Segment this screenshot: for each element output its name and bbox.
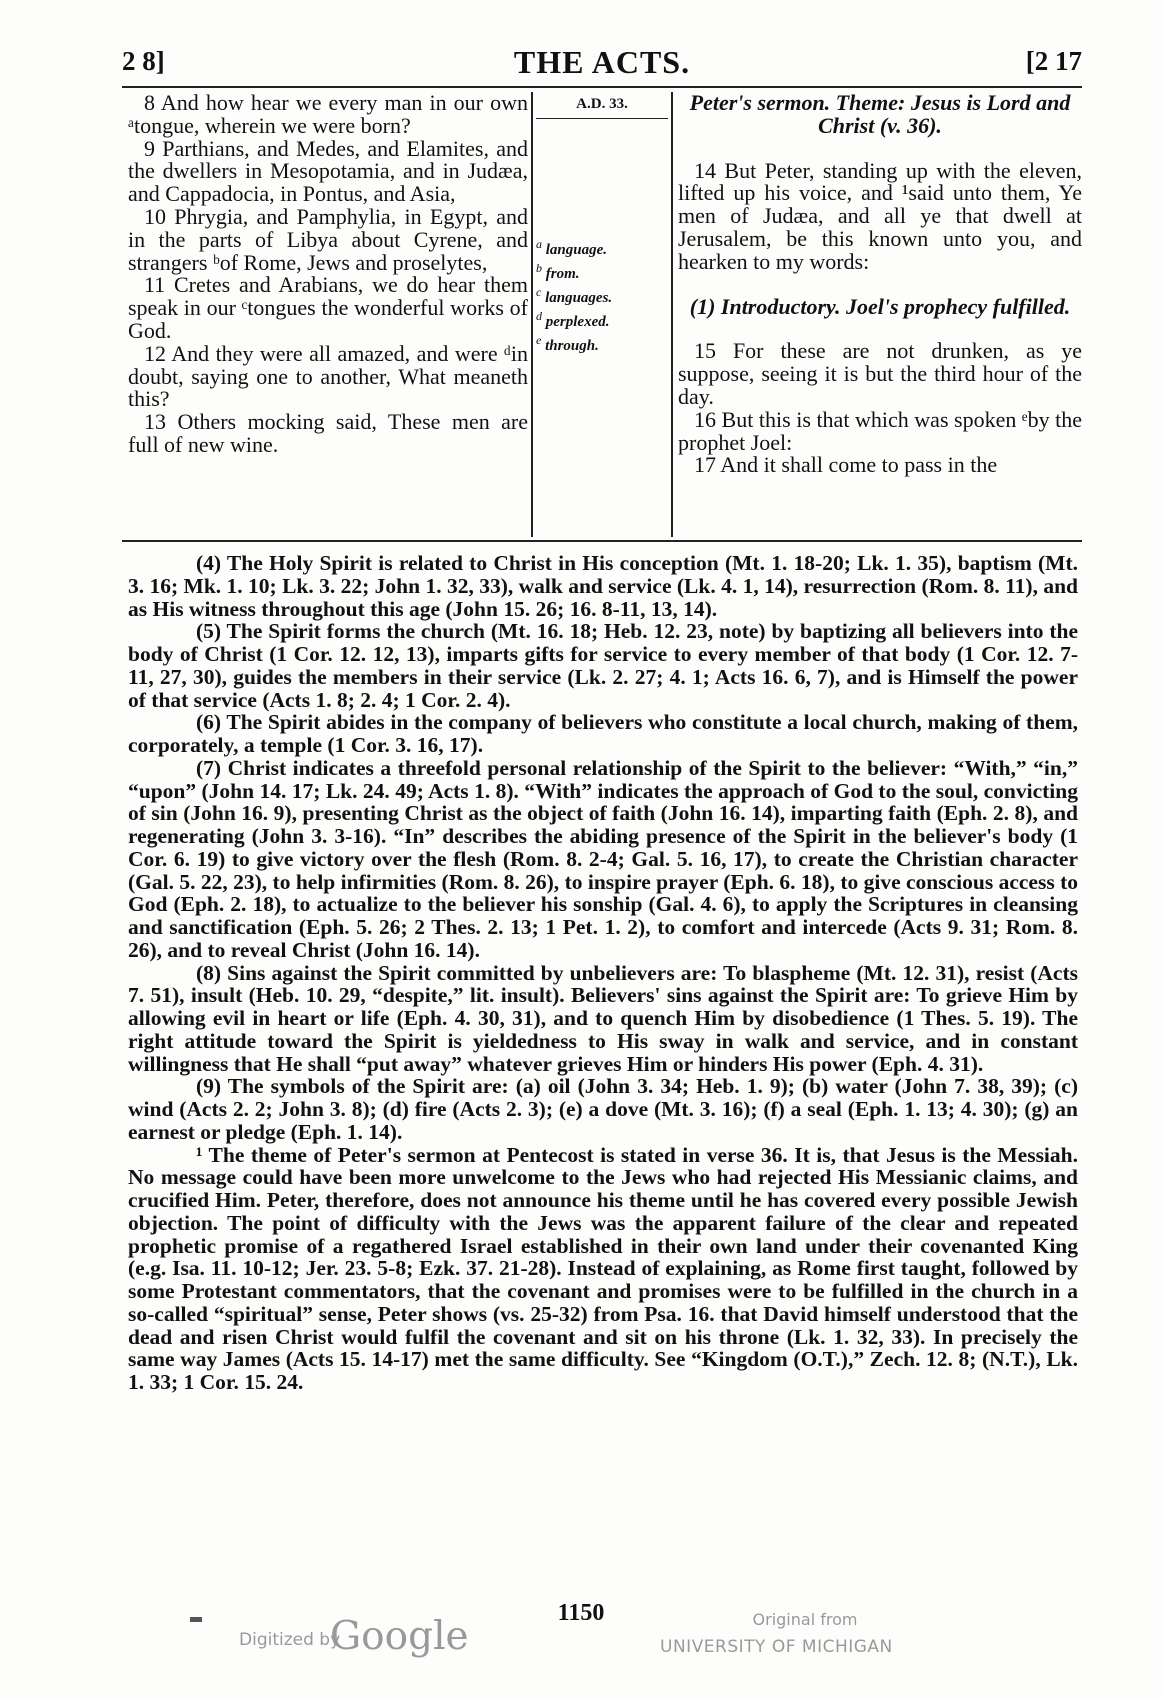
commentary-paragraph: (9) The symbols of the Spirit are: (a) oil (John 3. 34; Heb. 1. 9); (b) water (John 7. 38, 39); (c) wind (Acts 2. 2; John 3. 8); (d) fire (Acts 2. 3); (e) a dove (Mt. 3. 16); (f) a seal (Eph. 1. 13; 4. 30); (g) an earnest or pledge (Eph. 1. 14). — [128, 1074, 1078, 1144]
marginal-notes-column — [536, 96, 668, 354]
page-title: THE ACTS. — [513, 44, 691, 80]
section-heading-sermon: Peter's sermon. Theme: Jesus is Lord and Christ (v. 36). — [689, 90, 1071, 138]
verse-14: 14 But Peter, standing up with the eleven, lifted up his voice, and ¹said unto them, Ye men of Judæa, and all ye that dwell at Jerusalem, be this known unto you, and hearken to my words: — [678, 157, 1082, 274]
verse-8: 8 And how hear we every man in our own ᵃtongue, wherein we were born? — [128, 90, 528, 138]
google-logo: Google — [330, 1614, 469, 1659]
verse-12: 12 And they were all amazed, and were ᵈin doubt, saying one to another, What meaneth this? — [128, 340, 528, 412]
digitized-by-label: Digitized by — [239, 1630, 341, 1650]
date-label: A.D. 33. — [536, 96, 668, 119]
commentary-paragraph: (6) The Spirit abides in the company of believers who constitute a local church, making of them, corporately, a temple (1 Cor. 3. 16, 17). — [128, 710, 1078, 757]
marginal-note: $^d$ perplexed. — [536, 309, 610, 330]
right-scripture-column — [678, 92, 1082, 477]
scan-mark — [190, 1617, 202, 1622]
marginal-note: $^c$ languages. — [536, 285, 613, 306]
commentary-paragraph: (8) Sins against the Spirit committed by unbelievers are: To blaspheme (Mt. 12. 31), resist (Acts 7. 51), insult (Heb. 10. 29, “despite,” lit. insult). Believers' sins against the Spirit are: To grieve Him by allowing evil in heart or life (Eph. 4. 30, 31), and to quench Him by disobedience (1 Thes. 5. 19). The right attitude toward the Spirit is yieldedness to His sway in walk and service, and in constant willingness that He shall “put away” whatever grieves Him or hinders His power (Eph. 4. 31). — [128, 960, 1078, 1076]
commentary-paragraph: (4) The Holy Spirit is related to Christ in His conception (Mt. 1. 18-20; Lk. 1. 35), baptism (Mt. 3. 16; Mk. 1. 10; Lk. 3. 22; John 1. 32, 33), walk and service (Lk. 4. 1, 14), resurrection (Rom. 8. 11), and as His witness throughout this age (John 15. 26; 16. 8-11, 13, 14). — [128, 551, 1078, 621]
verse-15: 15 For these are not drunken, as ye suppose, seeing it is but the third hour of the day. — [678, 338, 1082, 409]
marginal-notes — [536, 238, 612, 358]
footnote: ¹ The theme of Peter's sermon at Pentecost is stated in verse 36. It is, that Jesus is the Messiah. No message could have been more unwelcome to the Jews who had rejected His Messianic claims, and crucified Him. Peter, therefore, does not announce his theme until he has covered every possible Jewish objection. The point of difficulty with the Jews was the apparent failure of the clear and repeated prophetic promise of a regathered Israel established in their own land under their covenanted King (e.g. Isa. 11. 10-12; Jer. 23. 5-8; Ezk. 37. 21-28). Instead of explaining, as Rome first taught, followed by some Protestant commentators, that the covenant and promises were to be fulfilled in the church in a so-called “spiritual” sense, Peter shows (vs. 25-32) from Psa. 16. that David himself understood that the dead and risen Christ would fulfil the covenant and sit on his throne (Lk. 1. 32, 33). In precisely the same way James (Acts 15. 14-17) met the same difficulty. See “Kingdom (O.T.),” Zech. 12. 8; (N.T.), Lk. 1. 33; 1 Cor. 15. 24. — [128, 1142, 1078, 1394]
left-scripture-column — [128, 92, 528, 457]
header-rule — [122, 86, 1082, 88]
page-number: 1150 — [557, 1600, 605, 1626]
commentary-paragraph: (7) Christ indicates a threefold personal relationship of the Spirit to the believer: “With,” “in,” “upon” (John 14. 17; Lk. 24. 49; Acts 1. 8). “With” indicates the approach of God to the soul, convicting of sin (John 16. 9), presenting Christ as the object of faith (John 16. 14), imparting faith (Eph. 2. 8), and regenerating (John 3. 3-16). “In” describes the abiding presence of the Spirit in the believer's body (1 Cor. 6. 19) to give victory over the flesh (Rom. 8. 2-4; Gal. 5. 16, 17), to create the Christian character (Gal. 5. 22, 23), to help infirmities (Rom. 8. 26), to inspire prayer (Eph. 6. 18), to give conscious access to God (Eph. 2. 18), to actualize to the believer his sonship (Gal. 4. 6), to apply the Scriptures in cleansing and sanctification (Eph. 5. 26; 2 Thes. 2. 13; 1 Pet. 1. 2), to comfort and intercede (Acts 9. 31; Rom. 8. 26), and to reveal Christ (John 16. 14). — [128, 755, 1078, 962]
verse-11: 11 Cretes and Arabians, we do hear them speak in our ᶜtongues the wonderful works of God. — [128, 272, 529, 343]
marginal-note: $^b$ from. — [536, 261, 580, 282]
verse-13: 13 Others mocking said, These men are full of new wine. — [128, 409, 529, 457]
commentary-rule — [122, 540, 1082, 542]
column-divider-left — [531, 92, 533, 537]
verse-17: 17 And it shall come to pass in the — [694, 452, 998, 478]
marginal-note: $^e$ through. — [536, 333, 599, 354]
verse-10: 10 Phrygia, and Pamphylia, in Egypt, and in the parts of Libya about Cyrene, and strangers ᵇof Rome, Jews and proselytes, — [128, 203, 529, 275]
running-header — [122, 42, 1082, 84]
verse-9: 9 Parthians, and Medes, and Elamites, and the dwellers in Mesopotamia, and in Judæa, and Cappadocia, in Pontus, and Asia, — [128, 135, 528, 207]
verse-16: 16 But this is that which was spoken ᵉby the prophet Joel: — [678, 406, 1082, 455]
section-heading-introductory: (1) Introductory. Joel's prophecy fulfilled. — [689, 293, 1071, 319]
header-right-ref: [2 17 — [1025, 46, 1082, 76]
original-from-label: Original from — [752, 1610, 858, 1629]
column-divider-right — [671, 92, 673, 537]
commentary-paragraph: (5) The Spirit forms the church (Mt. 16. 18; Heb. 12. 23, note) by baptizing all believers into the body of Christ (1 Cor. 12. 12, 13), imparts gifts for service to every member of that body (1 Cor. 12. 7-11, 27, 30), guides the members in their service (Lk. 2. 27; 4. 1; Acts 16. 6, 7), and is Himself the power of that service (Acts 1. 8; 2. 4; 1 Cor. 2. 4). — [128, 619, 1078, 712]
marginal-note: $^a$ language. — [536, 237, 608, 258]
commentary-notes — [128, 552, 1078, 1394]
university-label: UNIVERSITY OF MICHIGAN — [660, 1637, 893, 1657]
header-left-ref: 2 8] — [122, 46, 165, 76]
